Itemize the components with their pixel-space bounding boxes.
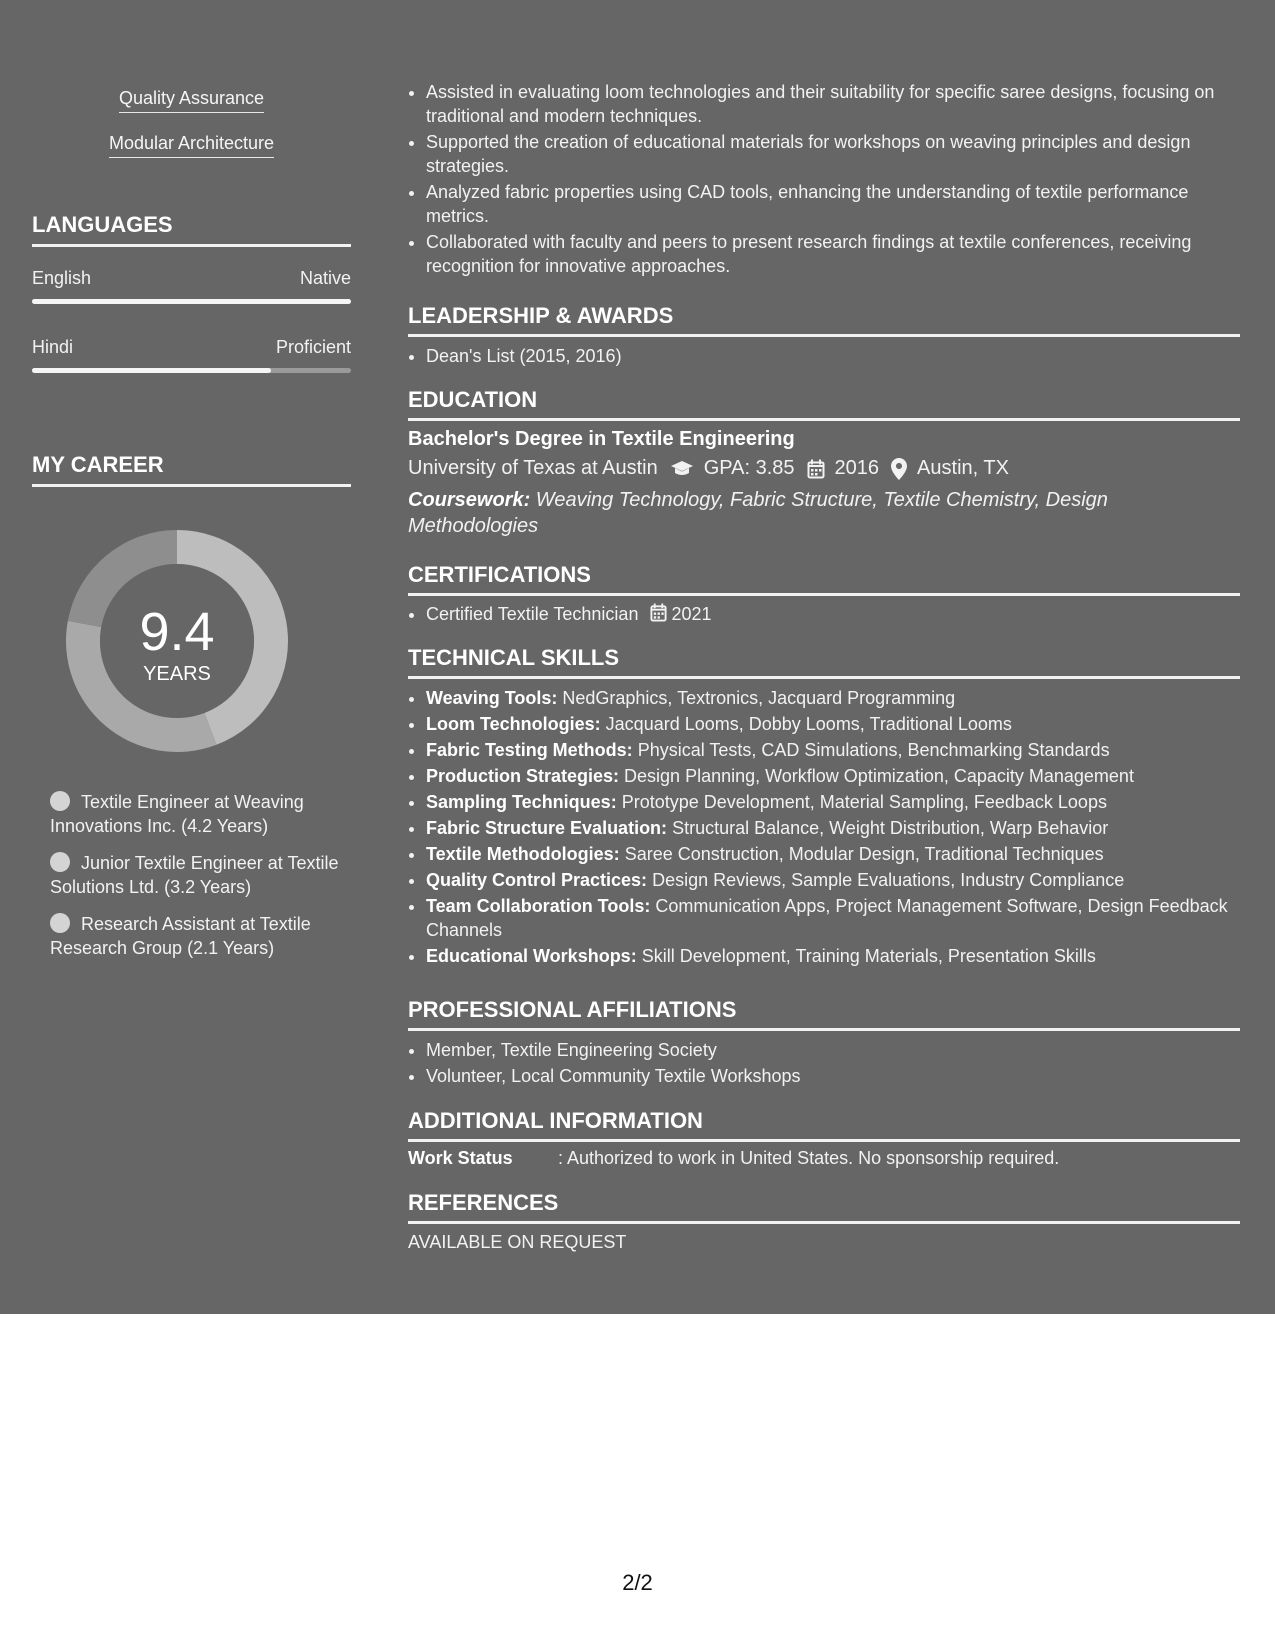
list-item: • Volunteer, Local Community Textile Workshops <box>426 1064 1240 1088</box>
tag-wrap <box>32 133 351 158</box>
work-status-label: Work Status <box>408 1148 513 1168</box>
calendar-icon <box>650 603 667 622</box>
list-item: • Dean's List (2015, 2016) <box>426 344 1240 368</box>
skills-list <box>408 686 1240 970</box>
affiliations-list <box>408 1038 1240 1090</box>
additional-info-heading: ADDITIONAL INFORMATION <box>408 1108 1240 1142</box>
legend-dot <box>50 913 70 933</box>
coursework <box>408 487 1240 539</box>
career-item-label: Research Assistant at Textile Research Group (2.1 Years) <box>50 914 311 958</box>
language-bar-fill <box>32 299 351 304</box>
gpa: GPA: 3.85 <box>703 457 795 479</box>
career-item <box>50 912 350 960</box>
language-name: English <box>32 268 92 288</box>
leadership-list <box>408 344 1240 370</box>
skill-category: Production Strategies: <box>426 766 620 786</box>
list-item <box>426 868 1240 892</box>
school-name: University of Texas at Austin <box>408 457 658 479</box>
career-item-label: Textile Engineer at Weaving Innovations Inc. (4.2 Years) <box>50 792 304 836</box>
language-bar-fill <box>32 368 271 373</box>
career-total: 9.4 <box>139 602 215 662</box>
skill-values: Jacquard Looms, Dobby Looms, Traditional Looms <box>600 714 1012 734</box>
list-item: • Supported the creation of educational materials for workshops on weaving principles and design strategies. <box>426 130 1240 178</box>
education-details <box>408 457 1009 480</box>
list-item <box>426 842 1240 866</box>
language-level: Native <box>299 268 351 288</box>
skill-category: Fabric Structure Evaluation: <box>426 818 668 838</box>
certification-name: Certified Textile Technician <box>426 604 639 624</box>
skill-category: Quality Control Practices: <box>426 870 648 890</box>
language-level: Proficient <box>275 337 351 357</box>
skill-category: Loom Technologies: <box>426 714 601 734</box>
leadership-heading: LEADERSHIP & AWARDS <box>408 303 1240 337</box>
skill-values: Physical Tests, CAD Simulations, Benchmarking Standards <box>632 740 1110 760</box>
skill-values: Design Planning, Workflow Optimization, Capacity Management <box>619 766 1134 786</box>
career-unit: YEARS <box>143 663 211 685</box>
list-item: • Assisted in evaluating loom technologies and their suitability for specific saree designs, focusing on traditional and modern techniques. <box>426 80 1240 128</box>
skill-values: Communication Apps, Project Management Software, Design Feedback Channels <box>426 896 1228 940</box>
graduation-cap-icon <box>670 460 694 478</box>
list-item <box>426 894 1240 942</box>
skill-tag: Quality Assurance <box>119 88 264 113</box>
work-status-value: : Authorized to work in United States. No sponsorship required. <box>558 1148 1060 1168</box>
skill-values: NedGraphics, Textronics, Jacquard Programming <box>557 688 956 708</box>
page-number: 2/2 <box>622 1570 653 1595</box>
list-item <box>426 816 1240 840</box>
list-item: • Analyzed fabric properties using CAD tools, enhancing the understanding of textile performance metrics. <box>426 180 1240 228</box>
school-location: Austin, TX <box>917 457 1009 479</box>
list-item <box>426 764 1240 788</box>
skill-category: Team Collaboration Tools: <box>426 896 651 916</box>
location-pin-icon <box>891 458 907 480</box>
language-bar <box>32 368 351 373</box>
list-item: • Collaborated with faculty and peers to present research findings at textile conferences, receiving recognition for innovative approaches. <box>426 230 1240 278</box>
skill-tag: Modular Architecture <box>109 133 274 158</box>
skill-values: Skill Development, Training Materials, Presentation Skills <box>636 946 1096 966</box>
legend-dot <box>50 852 70 872</box>
list-item <box>426 712 1240 736</box>
skill-category: Textile Methodologies: <box>426 844 620 864</box>
skill-values: Structural Balance, Weight Distribution, Warp Behavior <box>667 818 1109 838</box>
education-heading: EDUCATION <box>408 387 1240 421</box>
career-donut-chart <box>66 530 288 752</box>
calendar-icon <box>807 459 825 479</box>
career-heading: MY CAREER <box>32 452 351 487</box>
career-item <box>50 790 350 838</box>
language-row <box>32 268 351 289</box>
certifications-heading: CERTIFICATIONS <box>408 562 1240 596</box>
skills-heading: TECHNICAL SKILLS <box>408 645 1240 679</box>
language-bar <box>32 299 351 304</box>
language-row <box>32 337 351 358</box>
list-item <box>426 686 1240 710</box>
skill-category: Fabric Testing Methods: <box>426 740 633 760</box>
graduation-year: 2016 <box>834 457 880 479</box>
list-item <box>426 602 1240 626</box>
experience-bullets <box>408 80 1240 280</box>
career-item-label: Junior Textile Engineer at Textile Solutions Ltd. (3.2 Years) <box>50 853 339 897</box>
skill-values: Prototype Development, Material Sampling, Feedback Loops <box>616 792 1107 812</box>
tag-wrap <box>32 88 351 113</box>
coursework-list: Weaving Technology, Fabric Structure, Textile Chemistry, Design Methodologies <box>408 489 1108 537</box>
skill-values: Saree Construction, Modular Design, Traditional Techniques <box>619 844 1104 864</box>
list-item <box>426 790 1240 814</box>
language-name: Hindi <box>32 337 74 357</box>
career-item <box>50 851 350 899</box>
references-text: AVAILABLE ON REQUEST <box>408 1232 627 1252</box>
list-item <box>426 738 1240 762</box>
certification-year: 2021 <box>671 604 712 624</box>
list-item <box>426 944 1240 968</box>
skill-category: Weaving Tools: <box>426 688 558 708</box>
certifications-list <box>408 602 1240 628</box>
skill-values: Design Reviews, Sample Evaluations, Industry Compliance <box>647 870 1125 890</box>
affiliations-heading: PROFESSIONAL AFFILIATIONS <box>408 997 1240 1031</box>
work-status-row <box>408 1148 1059 1169</box>
list-item: • Member, Textile Engineering Society <box>426 1038 1240 1062</box>
legend-dot <box>50 791 70 811</box>
degree-title: Bachelor's Degree in Textile Engineering <box>408 428 795 450</box>
languages-heading: LANGUAGES <box>32 212 351 247</box>
career-list <box>50 790 350 973</box>
coursework-label: Coursework: <box>408 489 531 511</box>
skill-category: Educational Workshops: <box>426 946 637 966</box>
references-heading: REFERENCES <box>408 1190 1240 1224</box>
skill-category: Sampling Techniques: <box>426 792 617 812</box>
